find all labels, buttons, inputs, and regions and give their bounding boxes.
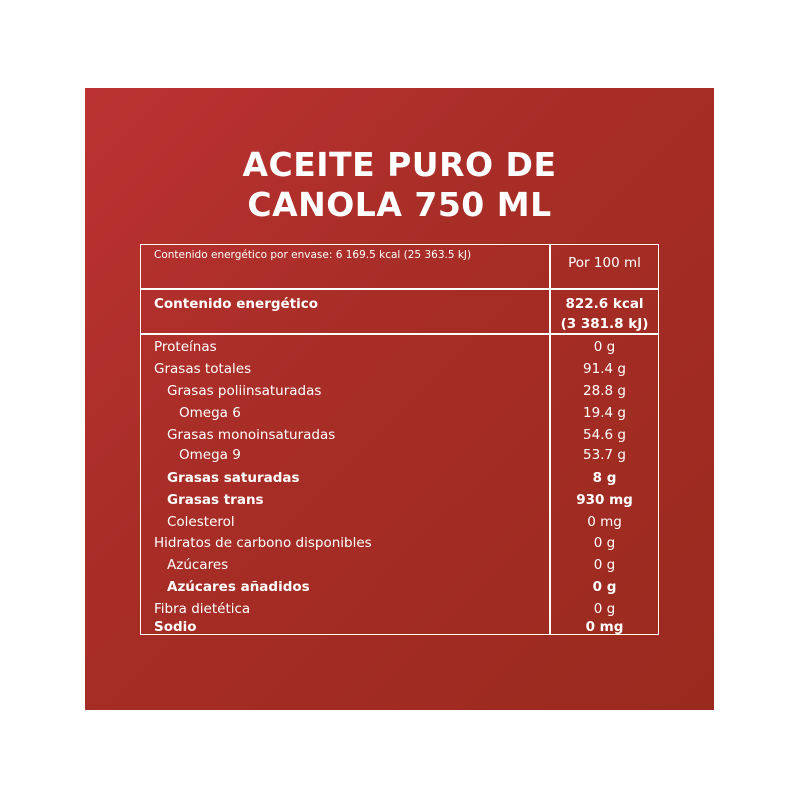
energy-label: Contenido energético — [154, 296, 319, 312]
product-title-line-1: ACEITE PURO DE — [242, 145, 557, 184]
row-value-azucares-anadidos: 0 g — [592, 579, 617, 595]
product-title-line-2: CANOLA 750 ML — [247, 185, 552, 224]
row-label-omega-9: Omega 9 — [179, 447, 241, 463]
row-label-grasas-monoinsaturadas: Grasas monoinsaturadas — [167, 427, 336, 443]
row-value-grasas-poliinsaturadas: 28.8 g — [583, 383, 626, 399]
row-label-azucares-anadidos: Azúcares añadidos — [167, 579, 310, 595]
energy-divider — [141, 333, 658, 335]
row-value-azucares: 0 g — [593, 557, 616, 573]
row-label-grasas-poliinsaturadas: Grasas poliinsaturadas — [167, 383, 322, 399]
row-value-grasas-saturadas: 8 g — [592, 470, 617, 486]
row-value-sodio: 0 mg — [585, 619, 624, 635]
row-value-proteinas: 0 g — [593, 339, 616, 355]
energy-per-package: Contenido energético por envase: 6 169.5 kcal (25 363.5 kJ) — [154, 249, 472, 261]
nutrition-facts-table — [140, 244, 659, 635]
row-label-hidratos: Hidratos de carbono disponibles — [154, 535, 372, 551]
row-value-grasas-totales: 91.4 g — [583, 361, 626, 377]
energy-kcal-value: 822.6 kcal — [565, 296, 644, 312]
row-value-omega-6: 19.4 g — [583, 405, 626, 421]
header-divider — [141, 288, 658, 290]
row-value-grasas-monoinsaturadas: 54.6 g — [583, 427, 626, 443]
row-value-omega-9: 53.7 g — [583, 447, 626, 463]
row-value-colesterol: 0 mg — [587, 514, 622, 530]
row-label-fibra: Fibra dietética — [154, 601, 251, 617]
row-label-omega-6: Omega 6 — [179, 405, 241, 421]
row-label-azucares: Azúcares — [167, 557, 229, 573]
nutrition-panel — [85, 88, 714, 710]
energy-kj-value: (3 381.8 kJ) — [560, 316, 649, 332]
row-label-sodio: Sodio — [154, 619, 197, 635]
row-value-grasas-trans: 930 mg — [576, 492, 633, 508]
row-label-proteinas: Proteínas — [154, 339, 217, 355]
row-label-grasas-saturadas: Grasas saturadas — [167, 470, 300, 486]
row-label-grasas-totales: Grasas totales — [154, 361, 252, 377]
per-100ml-header: Por 100 ml — [568, 255, 641, 271]
row-label-grasas-trans: Grasas trans — [167, 492, 264, 508]
row-value-hidratos: 0 g — [593, 535, 616, 551]
row-value-fibra: 0 g — [593, 601, 616, 617]
row-label-colesterol: Colesterol — [167, 514, 235, 530]
